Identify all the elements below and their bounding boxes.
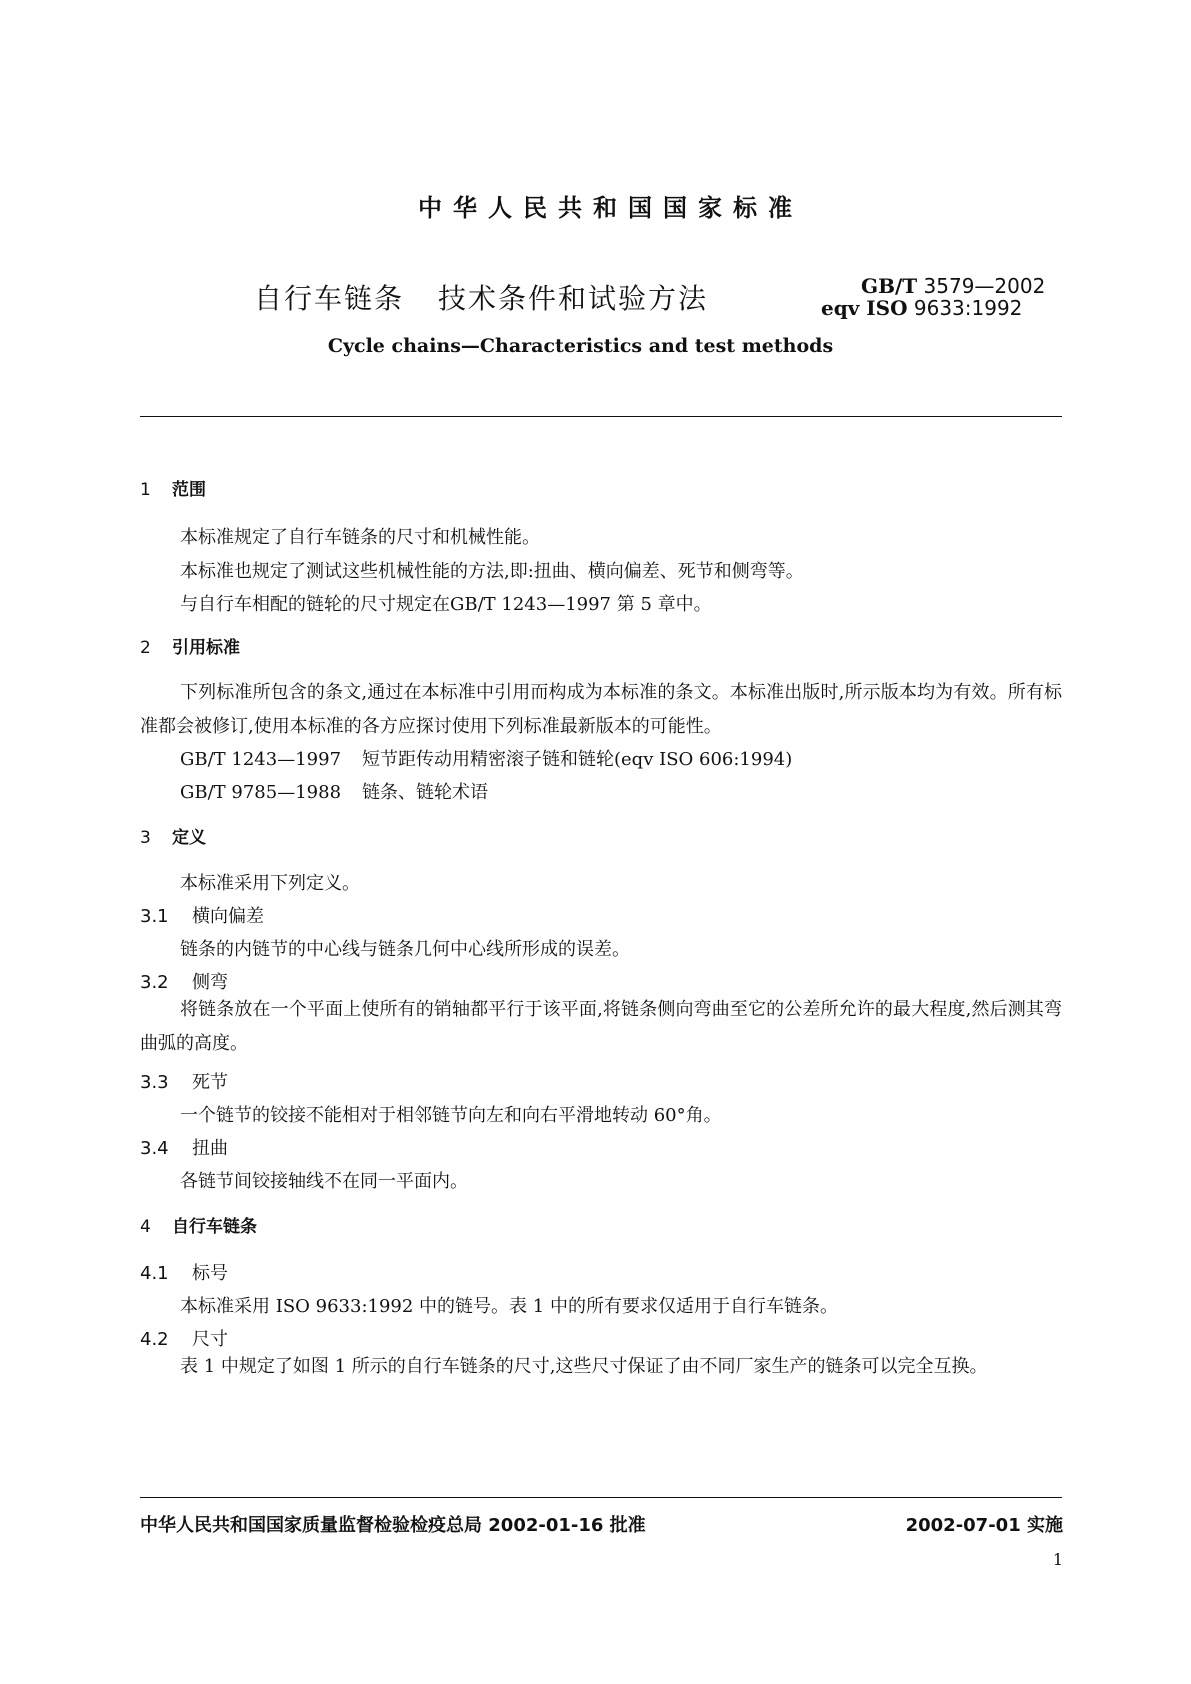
- clause-title: 标号: [192, 1263, 228, 1284]
- clause-4-1-heading: [140, 1259, 228, 1285]
- section-3-title: 定义: [172, 828, 206, 848]
- document-title-cn: [254, 277, 708, 317]
- page-number: 1: [1052, 1550, 1063, 1569]
- section-3-heading: [140, 823, 206, 848]
- standard-code: [861, 274, 1045, 298]
- equivalent-standard: [821, 296, 1022, 320]
- clause-3-4-heading: [140, 1134, 228, 1160]
- reference-code: GB/T 1243—1997: [180, 749, 342, 770]
- clause-number: 3.4: [140, 1138, 169, 1159]
- section-2-paragraph: 下列标准所包含的条文,通过在本标准中引用而构成为本标准的条文。本标准出版时,所示版本均为有效。所有标准都会被修订,使用本标准的各方应探讨使用下列标准最新版本的可能性。: [140, 682, 1062, 737]
- title-cn-part2: 技术条件和试验方法: [438, 282, 709, 315]
- reference-code: GB/T 9785—1988: [180, 782, 342, 803]
- section-3-number: 3: [140, 828, 151, 848]
- header-rule: [140, 416, 1062, 417]
- clause-3-2-heading: [140, 968, 228, 994]
- clause-number: 3.2: [140, 972, 169, 993]
- standard-code-number: 3579—2002: [923, 274, 1046, 298]
- clause-3-3-heading: [140, 1068, 228, 1094]
- clause-3-1-text: 链条的内链节的中心线与链条几何中心线所形成的误差。: [180, 939, 630, 960]
- clause-title: 侧弯: [192, 972, 228, 993]
- section-1-para-2: 本标准也规定了测试这些机械性能的方法,即:扭曲、横向偏差、死节和侧弯等。: [180, 561, 804, 582]
- clause-4-1-text: 本标准采用 ISO 9633:1992 中的链号。表 1 中的所有要求仅适用于自行车链条。: [180, 1296, 838, 1317]
- section-2-title: 引用标准: [172, 638, 240, 658]
- section-3-intro: 本标准采用下列定义。: [180, 873, 360, 894]
- reference-item: [180, 745, 792, 771]
- clause-4-2-heading: [140, 1325, 228, 1351]
- section-4-heading: [140, 1212, 257, 1237]
- implementation-line: 2002-07-01 实施: [905, 1515, 1063, 1536]
- clause-3-3-text: 一个链节的铰接不能相对于相邻链节向左和向右平滑地转动 60°角。: [180, 1105, 722, 1126]
- section-2-number: 2: [140, 638, 151, 658]
- section-2-heading: [140, 633, 240, 658]
- section-4-title: 自行车链条: [172, 1217, 257, 1237]
- title-cn-part1: 自行车链条: [254, 282, 405, 315]
- section-1-para-3: 与自行车相配的链轮的尺寸规定在GB/T 1243—1997 第 5 章中。: [180, 594, 712, 615]
- clause-number: 3.1: [140, 906, 169, 927]
- clause-3-4-text: 各链节间铰接轴线不在同一平面内。: [180, 1171, 468, 1192]
- standard-code-prefix: GB/T: [861, 274, 918, 298]
- clause-3-1-heading: [140, 902, 264, 928]
- document-title-en: Cycle chains—Characteristics and test methods: [327, 335, 834, 357]
- national-standard-heading: 中华人民共和国国家标准: [418, 194, 803, 222]
- clause-number: 4.1: [140, 1263, 169, 1284]
- clause-3-2-text: 将链条放在一个平面上使所有的销轴都平行于该平面,将链条侧向弯曲至它的公差所允许的最大程度,然后测其弯曲弧的高度。: [140, 999, 1062, 1054]
- section-1-heading: [140, 475, 206, 500]
- approval-line: 中华人民共和国国家质量监督检验检疫总局 2002-01-16 批准: [140, 1515, 646, 1536]
- section-1-title: 范围: [172, 480, 206, 500]
- section-1-para-1: 本标准规定了自行车链条的尺寸和机械性能。: [180, 527, 540, 548]
- eqv-prefix: eqv ISO: [821, 296, 908, 320]
- clause-title: 尺寸: [192, 1329, 228, 1350]
- reference-title: 链条、链轮术语: [362, 782, 488, 803]
- clause-number: 3.3: [140, 1072, 169, 1093]
- clause-title: 横向偏差: [192, 906, 264, 927]
- clause-title: 死节: [192, 1072, 228, 1093]
- reference-item: [180, 778, 488, 804]
- section-1-number: 1: [140, 480, 151, 500]
- eqv-number: 9633:1992: [913, 296, 1023, 320]
- clause-4-2-text: 表 1 中规定了如图 1 所示的自行车链条的尺寸,这些尺寸保证了由不同厂家生产的链条可以完全互换。: [180, 1356, 988, 1377]
- footer-rule: [140, 1497, 1062, 1498]
- section-4-number: 4: [140, 1217, 151, 1237]
- clause-title: 扭曲: [192, 1138, 228, 1159]
- reference-title: 短节距传动用精密滚子链和链轮(eqv ISO 606:1994): [362, 749, 793, 770]
- clause-number: 4.2: [140, 1329, 169, 1350]
